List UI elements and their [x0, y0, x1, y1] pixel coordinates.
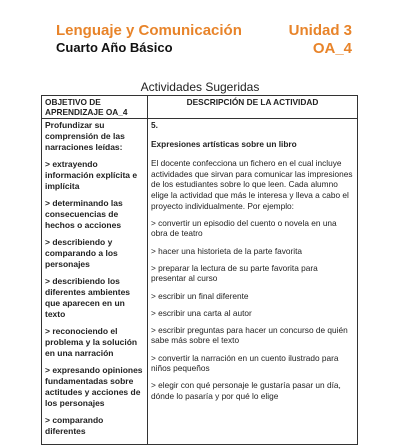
activity-paragraph: > elegir con qué personaje le gustaría pasar un día, dónde lo pasaría y por qué lo elige [151, 380, 341, 402]
grade-subtitle: Cuarto Año Básico [56, 40, 173, 55]
document-header-left [56, 22, 242, 56]
document-header-right [289, 22, 352, 58]
activity-paragraph: > convertir un episodio del cuento o novela en una obra de teatro [151, 217, 337, 239]
unit-title: Unidad 3 [288, 22, 352, 39]
objective-item: > describiendo y comparando a los personajes [45, 237, 118, 269]
activity-title: Expresiones artísticas sobre un libro [151, 138, 297, 149]
objective-item: > comparando diferentes [45, 415, 104, 436]
objective-item: > expresando opiniones fundamentadas sobre actitudes y acciones de los personajes [45, 365, 143, 408]
description-cell [148, 119, 358, 445]
objective-item: > extrayendo información explícita e implícita [45, 159, 138, 191]
objective-item: Profundizar su comprensión de las narraciones leídas: [45, 120, 125, 152]
column-header-description: DESCRIPCIÓN DE LA ACTIVIDAD [148, 96, 358, 119]
table-row [42, 119, 358, 445]
activity-paragraph: > convertir la narración en un cuento ilustrado para niños pequeños [151, 352, 339, 374]
subject-title: Lenguaje y Comunicación [56, 22, 242, 39]
objective-item: > determinando las consecuencias de hechos o acciones [45, 198, 123, 230]
objective-cell [42, 119, 148, 445]
activity-paragraph: > hacer una historieta de la parte favorita [151, 245, 303, 256]
objective-item: > describiendo los diferentes ambientes que aparecen en un texto [45, 276, 131, 319]
activity-paragraph: > preparar la lectura de su parte favorita para presentar al curso [151, 262, 318, 284]
section-title: Actividades Sugeridas [140, 80, 260, 94]
activity-paragraph: > escribir una carta al autor [151, 307, 252, 318]
activity-paragraph: > escribir preguntas para hacer un concurso de quién sabe más sobre el texto [151, 324, 348, 346]
column-header-objective: OBJETIVO DE APRENDIZAJE OA_4 [42, 96, 148, 119]
activity-paragraph: > escribir un final diferente [151, 290, 249, 301]
activities-table [41, 95, 358, 445]
activity-paragraph: El docente confecciona un fichero en el cual incluye actividades que sirvan para comunicar las impresiones de los estudiantes sobre lo que leen. Cada alumno elige la actividad que más le interesa y lleva a cabo el proyecto individualmente. Por ejemplo: [151, 158, 353, 211]
objective-item: > reconociendo el problema y la solución en una narración [45, 326, 138, 358]
activity-number: 5. [151, 120, 158, 130]
objective-code: OA_4 [312, 40, 352, 57]
table-header-row [42, 96, 358, 119]
